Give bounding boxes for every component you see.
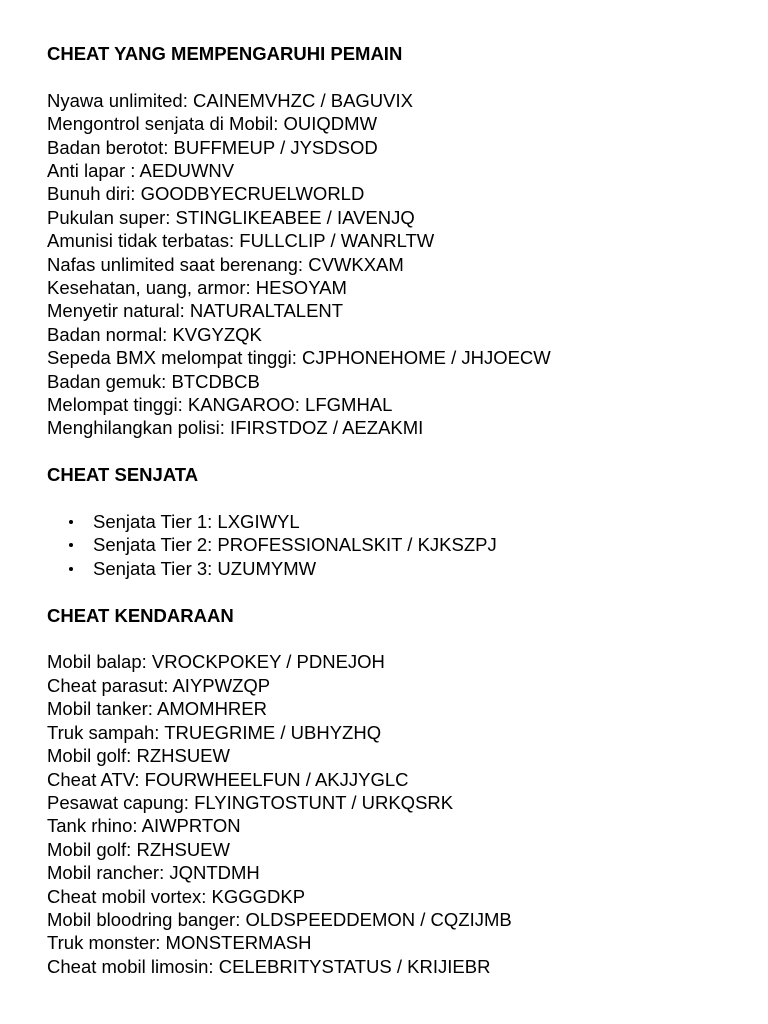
list-item: Sepeda BMX melompat tinggi: CJPHONEHOME / JHJOECW [47, 347, 551, 369]
list-item: Badan gemuk: BTCDBCB [47, 370, 260, 392]
bullet-icon [69, 567, 73, 571]
list-item: Truk sampah: TRUEGRIME / UBHYZHQ [47, 721, 382, 743]
list-item: Nyawa unlimited: CAINEMVHZC / BAGUVIX [47, 89, 413, 111]
list-item: Mobil tanker: AMOMHRER [47, 698, 267, 720]
list-item: Badan normal: KVGYZQK [47, 323, 262, 345]
list-item: Menyetir natural: NATURALTALENT [47, 300, 344, 322]
list-item: Cheat mobil limosin: CELEBRITYSTATUS / KRIJIEBR [47, 955, 491, 977]
list-item: Kesehatan, uang, armor: HESOYAM [47, 277, 347, 299]
list-item: Melompat tinggi: KANGAROO: LFGMHAL [47, 394, 393, 416]
spacer [47, 627, 747, 650]
list-item: Cheat ATV: FOURWHEELFUN / AKJJYGLC [47, 768, 409, 790]
list-item: Cheat parasut: AIYPWZQP [47, 674, 271, 696]
bullet-icon [69, 520, 73, 524]
bullet-list-item-text: Senjata Tier 1: LXGIWYL [93, 511, 300, 533]
bullet-list-item [47, 533, 747, 556]
document-page [47, 42, 747, 978]
list-item: Nafas unlimited saat berenang: CVWKXAM [47, 253, 404, 275]
spacer [47, 65, 747, 88]
list-item: Mobil bloodring banger: OLDSPEEDDEMON / CQZIJMB [47, 908, 512, 930]
list-item: Tank rhino: AIWPRTON [47, 815, 241, 837]
section-heading-vehicle-cheats: CHEAT KENDARAAN [47, 604, 234, 626]
list-item: Mobil golf: RZHSUEW [47, 838, 230, 860]
list-item: Pukulan super: STINGLIKEABEE / IAVENJQ [47, 206, 415, 228]
list-item: Anti lapar : AEDUWNV [47, 160, 235, 182]
list-item: Menghilangkan polisi: IFIRSTDOZ / AEZAKMI [47, 417, 424, 439]
bullet-list-item-text: Senjata Tier 2: PROFESSIONALSKIT / KJKSZPJ [93, 534, 497, 556]
list-item: Bunuh diri: GOODBYECRUELWORLD [47, 183, 365, 205]
list-item: Amunisi tidak terbatas: FULLCLIP / WANRLTW [47, 230, 435, 252]
weapon-cheats-list [47, 510, 747, 580]
player-cheats-list [47, 89, 747, 440]
spacer [47, 580, 747, 603]
list-item: Mobil rancher: JQNTDMH [47, 862, 260, 884]
list-item: Mobil golf: RZHSUEW [47, 745, 230, 767]
bullet-list-item [47, 510, 747, 533]
list-item: Badan berotot: BUFFMEUP / JYSDSOD [47, 136, 378, 158]
spacer [47, 487, 747, 510]
list-item: Mobil balap: VROCKPOKEY / PDNEJOH [47, 651, 385, 673]
list-item: Mengontrol senjata di Mobil: OUIQDMW [47, 113, 378, 135]
list-item: Cheat mobil vortex: KGGGDKP [47, 885, 306, 907]
section-heading-weapon-cheats: CHEAT SENJATA [47, 464, 199, 486]
list-item: Truk monster: MONSTERMASH [47, 932, 312, 954]
bullet-list-item-text: Senjata Tier 3: UZUMYMW [93, 557, 317, 579]
vehicle-cheats-list [47, 650, 747, 978]
bullet-list-item [47, 557, 747, 580]
list-item: Pesawat capung: FLYINGTOSTUNT / URKQSRK [47, 791, 454, 813]
bullet-icon [69, 543, 73, 547]
section-heading-player-cheats: CHEAT YANG MEMPENGARUHI PEMAIN [47, 43, 403, 64]
spacer [47, 440, 747, 463]
